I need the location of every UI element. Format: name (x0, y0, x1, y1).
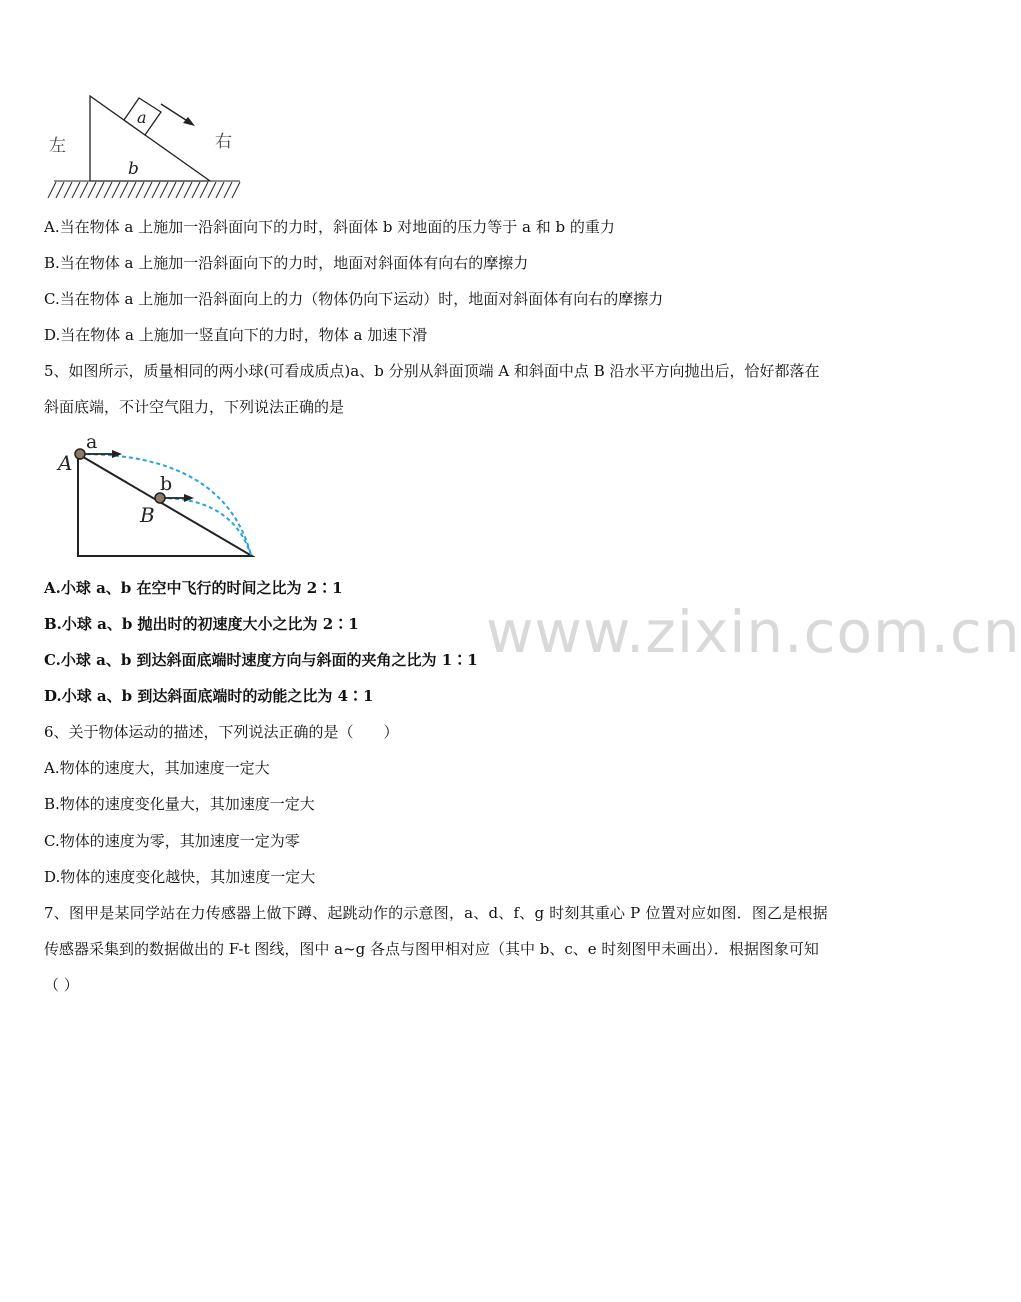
q7-stem-line2: 传感器采集到的数据做出的 F-t 图线，图中 a~g 各点与图甲相对应（其中 b、c、e 时刻图甲未画出）．根据图象可知 (44, 940, 819, 958)
ball-a-label: a (86, 431, 98, 453)
q5-option-b: B.小球 a、b 抛出时的初速度大小之比为 2∶1 (44, 615, 359, 633)
q7-stem-line3: （ ） (44, 976, 79, 994)
q4-option-a: A.当在物体 a 上施加一沿斜面向下的力时，斜面体 b 对地面的压力等于 a 和 b 的重力 (44, 218, 615, 236)
ground-hatching (48, 181, 240, 198)
point-a-label: A (58, 451, 73, 475)
q6-option-d: D.物体的速度变化越快，其加速度一定大 (44, 868, 316, 886)
q6-stem: 6、关于物体运动的描述，下列说法正确的是（ ） (44, 723, 399, 741)
q4-option-b: B.当在物体 a 上施加一沿斜面向下的力时，地面对斜面体有向右的摩擦力 (44, 254, 529, 272)
ball-a (75, 449, 85, 459)
q5-option-c: C.小球 a、b 到达斜面底端时速度方向与斜面的夹角之比为 1∶1 (44, 651, 478, 669)
incline-block-figure (44, 92, 244, 202)
block-label: a (137, 108, 147, 127)
q5-stem-line2: 斜面底端，不计空气阻力，下列说法正确的是 (44, 398, 345, 416)
incline-triangle (78, 454, 252, 556)
wedge-label: b (128, 159, 139, 179)
q5-stem-line1: 5、如图所示，质量相同的两小球(可看成质点)a、b 分别从斜面顶端 A 和斜面中点 B 沿水平方向抛出后，恰好都落在 (44, 362, 820, 380)
left-label: 左 (49, 136, 66, 156)
q6-option-c: C.物体的速度为零，其加速度一定为零 (44, 832, 300, 850)
q4-option-c: C.当在物体 a 上施加一沿斜面向上的力（物体仍向下运动）时，地面对斜面体有向右的摩擦力 (44, 290, 664, 308)
q6-option-b: B.物体的速度变化量大，其加速度一定大 (44, 795, 315, 813)
ball-b-label: b (160, 473, 173, 495)
motion-arrow-icon (161, 104, 195, 126)
q4-option-d: D.当在物体 a 上施加一竖直向下的力时，物体 a 加速下滑 (44, 326, 428, 344)
projectile-incline-figure (54, 432, 274, 562)
watermark: www.zixin.com.cn (486, 598, 1021, 666)
point-b-label: B (140, 503, 155, 527)
q5-option-a: A.小球 a、b 在空中飞行的时间之比为 2∶1 (44, 579, 343, 597)
q6-option-a: A.物体的速度大，其加速度一定大 (44, 759, 270, 777)
right-label: 右 (215, 132, 232, 152)
q7-stem-line1: 7、图甲是某同学站在力传感器上做下蹲、起跳动作的示意图，a、d、f、g 时刻其重心 P 位置对应如图．图乙是根据 (44, 904, 828, 922)
q5-option-d: D.小球 a、b 到达斜面底端时的动能之比为 4∶1 (44, 687, 374, 705)
